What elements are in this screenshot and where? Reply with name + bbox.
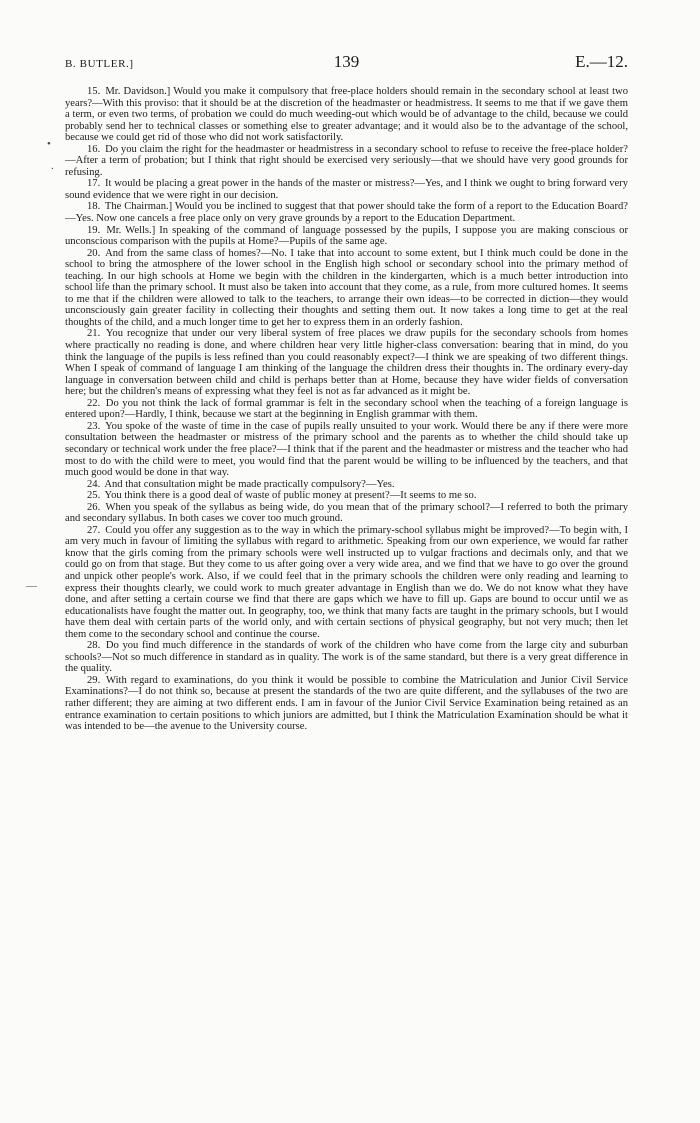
question-number: 26. [87,501,101,513]
question-paragraph [65,225,628,248]
question-paragraph [65,502,628,525]
question-number: 27. [87,524,101,536]
question-text: Mr. Davidson.] Would you make it compulsory that free-place holders should remain in the secondary school at least two years?—With this proviso: that it should be at the discretion of the headmaster or headmistress. It seems to me that if we gave them a term, or even two terms, of probation we could do much weeding-out which would be of advantage to the child, because we could probably send her to technical classes or something else to greater advantage; and it would also be to the advantage of the school, because we could get rid of those who did not work satisfactorily. [65,86,628,144]
margin-mark: • [47,138,51,150]
question-number: 28. [87,640,101,652]
question-paragraph [65,398,628,421]
document-reference: E.—12. [575,52,628,71]
question-paragraph [65,490,628,502]
question-number: 25. [87,490,101,502]
question-number: 23. [87,420,101,432]
question-number: 19. [87,224,101,236]
question-paragraph [65,479,628,491]
question-text: And from the same class of homes?—No. I take that into account to some extent, but I think much could be done in the school to bring the atmosphere of the lower school in the English high school or secondary school into the primary method of teaching. In our high schools at Home we begin with the children in the kindergarten, which is a much better introduction into school life than the primary school. It must also be taken into account that they come, as a rule, from more cultured homes. It seems to me that if the children were allowed to talk to the teachers, to arrange their own ideas—to be corrected in diction—they would unconsciously gain greater facility in collecting their thoughts and setting them out. It now takes a long time to get at the real thoughts of the child, and a much longer time to get her to express them in an orderly fashion. [65,247,628,328]
question-number: 18. [87,201,101,213]
testimony-body [65,86,628,733]
margin-mark: . [51,160,54,172]
question-text: Do you find much difference in the standards of work of the children who have come from the large city and suburban schools?—Not so much difference in standard as in quality. The work is of the same standard, but there is a very great difference in the quality. [65,640,628,675]
header-witness-name: B. BUTLER.] [65,58,134,70]
question-text: When you speak of the syllabus as being wide, do you mean that of the primary school?—I referred to both the primary and secondary syllabus. In both cases we cover too much ground. [65,501,628,525]
question-number: 16. [87,143,101,155]
question-paragraph [65,86,628,144]
question-text: And that consultation might be made practically compulsory?—Yes. [104,478,395,490]
question-paragraph [65,328,628,397]
question-text: With regard to examinations, do you think it would be possible to combine the Matriculation and Junior Civil Service Examinations?—I do not think so, because at present the standards of the two are quite different, and the syllabuses of the two are rather different; they are aiming at two different ends. I am in favour of the Junior Civil Service Examination being retained as an entrance examination to certain positions to which juniors are admitted, but I think the Matriculation Examination should be what it was intended to be—the avenue to the University course. [65,674,628,733]
question-paragraph [65,144,628,179]
question-text: Mr. Wells.] In speaking of the command of language possessed by the pupils, I suppose you are making conscious or unconscious comparison with the pupils at Home?—Pupils of the same age. [65,224,628,248]
question-number: 21. [87,328,101,340]
question-paragraph [65,525,628,640]
question-paragraph [65,421,628,479]
question-text: It would be placing a great power in the hands of the master or mistress?—Yes, and I think we ought to bring forward very sound evidence that we were right in our decision. [65,178,629,201]
page-number: 139 [333,52,360,71]
question-number: 24. [87,478,101,490]
question-text: Could you offer any suggestion as to the way in which the primary-school syllabus might be improved?—To begin with, I am very much in favour of limiting the syllabus with regard to arithmetic. Speaking from our own experience, we would far rather know that the girls coming from the primary schools were well instructed up to vulgar fractions and decimals only, and that we could go on from that stage. But they come to us after going over a very wide area, and we find that we have to go over the ground and unpick other people's work. Also, if we could feel that in the primary schools the children were only reading and learning to express their thoughts clearly, we could work to much greater advantage in English than we do. We do not know what they have done, and after setting a certain course we find that there are gaps which we have to fill up. Gaps are bound to occur until we as educationalists have fought the matter out. In geography, too, we think that many facts are taught in the primary schools, but I would have them deal with certain parts of the world only, and with certain sections of physical geography, but not very much; then let them come to the secondary school and continue the course. [65,524,628,640]
question-text: You recognize that under our very liberal system of free places we draw pupils for the secondary schools from homes where practically no reading is done, and where children hear very little higher-class conversation: bearing that in mind, do you think the language of the pupils is less refined than you could reasonably expect?—I think we are speaking of two different things. When I speak of command of language I am thinking of the language the children dress their thoughts in. The ordinary every-day language in conversation between child and child is perhaps better than at Home, because they have wider fields of conversation here; but the children's means of expressing what they feel is not as far advanced as it might be. [65,328,628,398]
question-text: Do you not think the lack of formal grammar is felt in the secondary school when the teaching of a foreign language is entered upon?—Hardly, I think, because we start at the beginning in English grammar with them. [65,397,628,421]
page-header [65,52,628,76]
question-number: 17. [87,178,101,190]
question-paragraph [65,201,628,224]
question-paragraph [65,248,628,329]
question-text: The Chairman.] Would you be inclined to suggest that that power should take the form of a report to the Education Board?—Yes. Now one cancels a free place only on very grave grounds by a report to the Education Department. [65,201,628,225]
question-text: You think there is a good deal of waste of public money at present?—It seems to me so. [104,490,477,502]
question-number: 20. [87,247,101,259]
question-number: 22. [87,397,101,409]
question-number: 29. [87,674,101,686]
question-paragraph [65,640,628,675]
margin-mark: — [26,580,37,592]
question-text: Do you claim the right for the headmaster or headmistress in a secondary school to refuse to receive the free-place holder?—After a term of probation; but I think that right should be exercised very seriously—that we should have very good grounds for refusing. [65,143,628,178]
question-paragraph [65,675,628,733]
question-text: You spoke of the waste of time in the case of pupils really unsuited to your work. Would there be any if there were more consultation between the headmaster or mistress of the primary school and the parents as to whether the child should take up secondary or technical work under the free place?—I think that if the parent and the headmaster or mistress and the teacher who had most to do with the child were to meet, you would find that the parent would be willing to be influenced by the teachers, and that much good would be done in that way. [65,420,628,479]
question-number: 15. [87,86,101,97]
question-paragraph [65,178,628,201]
